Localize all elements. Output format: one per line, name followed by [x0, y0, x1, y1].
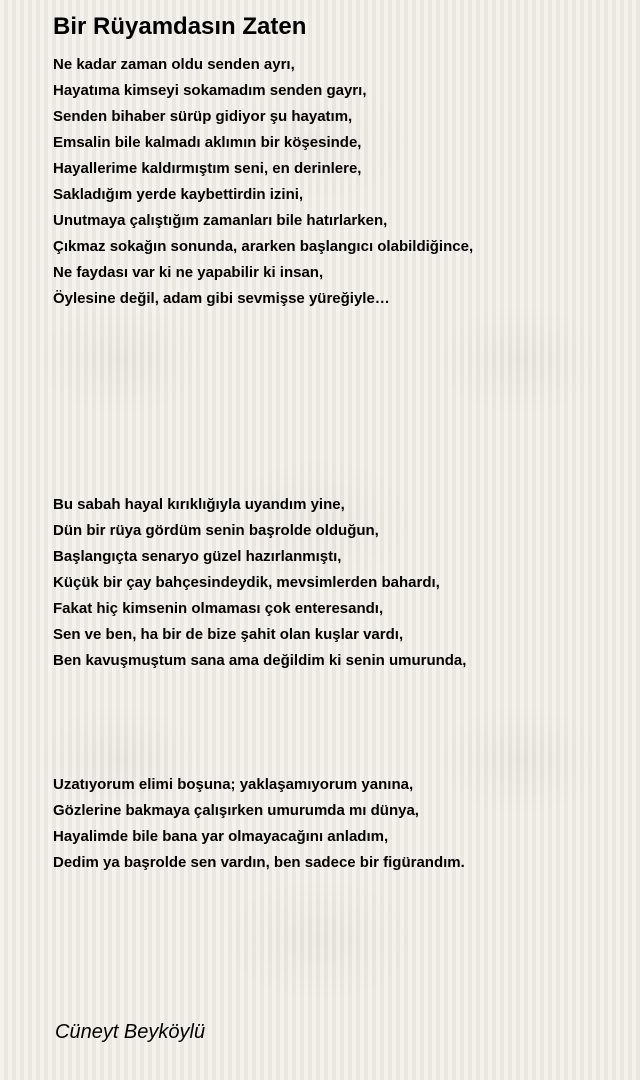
poem-line: Ne kadar zaman oldu senden ayrı, — [53, 56, 295, 73]
stanza-1 — [53, 52, 473, 312]
poem-line: Uzatıyorum elimi boşuna; yaklaşamıyorum yanına, — [53, 776, 414, 793]
stanza-2 — [53, 492, 466, 674]
poem-line: Dün bir rüya gördüm senin başrolde olduğun, — [53, 522, 379, 539]
author-name: Cüneyt Beyköylü — [55, 1021, 206, 1043]
poem-line: Emsalin bile kalmadı aklımın bir köşesinde, — [53, 134, 362, 151]
stanza-3 — [53, 772, 465, 876]
poem-line: Çıkmaz sokağın sonunda, ararken başlangıcı olabildiğince, — [53, 238, 474, 255]
poem-line: Ne faydası var ki ne yapabilir ki insan, — [53, 264, 324, 281]
poem-line: Küçük bir çay bahçesindeydik, mevsimlerden bahardı, — [53, 574, 440, 591]
poem-line: Hayalimde bile bana yar olmayacağını anladım, — [53, 828, 389, 845]
poem-line: Başlangıçta senaryo güzel hazırlanmıştı, — [53, 548, 342, 565]
poem-title: Bir Rüyamdasın Zaten — [53, 13, 307, 40]
poem-line: Öylesine değil, adam gibi sevmişse yüreğiyle… — [53, 290, 390, 307]
poem-line: Gözlerine bakmaya çalışırken umurumda mı dünya, — [53, 802, 419, 819]
poem-line: Sen ve ben, ha bir de bize şahit olan kuşlar vardı, — [53, 626, 404, 643]
poem-line: Hayatıma kimseyi sokamadım senden gayrı, — [53, 82, 367, 99]
poem-line: Senden bihaber sürüp gidiyor şu hayatım, — [53, 108, 353, 125]
poem-line: Fakat hiç kimsenin olmaması çok enteresandı, — [53, 600, 384, 617]
poem-line: Ben kavuşmuştum sana ama değildim ki senin umurunda, — [53, 652, 467, 669]
poem-line: Dedim ya başrolde sen vardın, ben sadece bir figürandım. — [53, 854, 465, 871]
poem-line: Bu sabah hayal kırıklığıyla uyandım yine, — [53, 496, 345, 513]
poem-line: Unutmaya çalıştığım zamanları bile hatırlarken, — [53, 212, 388, 229]
poem-line: Sakladığım yerde kaybettirdin izini, — [53, 186, 304, 203]
poem-line: Hayallerime kaldırmıştım seni, en derinlere, — [53, 160, 362, 177]
